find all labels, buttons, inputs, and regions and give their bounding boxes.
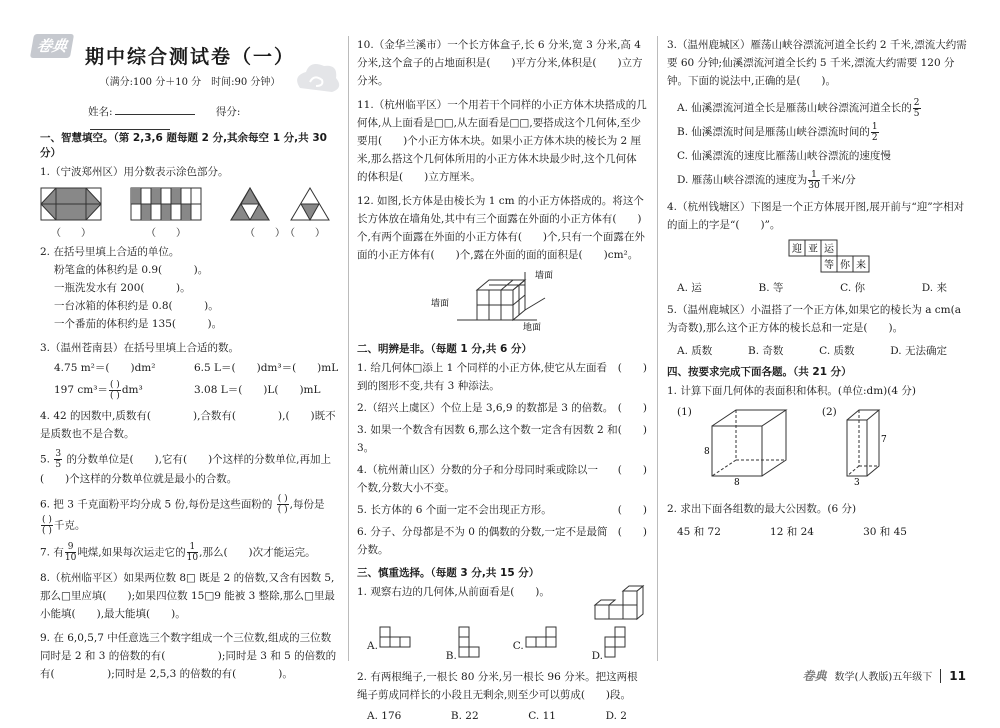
option-a[interactable]: A. 176 — [367, 710, 402, 722]
gcd-item: 12 和 24 — [770, 526, 814, 538]
cuboid-figure: (2) 7 3 — [822, 406, 897, 486]
judge-answer[interactable]: ( ) — [617, 362, 647, 374]
option-b[interactable]: B. — [446, 625, 481, 662]
option-a[interactable]: A. 运 — [677, 282, 702, 294]
option-b[interactable]: B. 等 — [758, 282, 784, 294]
column-right — [667, 36, 967, 539]
q1-answer-c[interactable]: （ ） （ ） — [245, 228, 325, 239]
option-b[interactable]: B. 奇数 — [748, 345, 784, 357]
question-6: 6. 把 3 千克面粉平均分成 5 份,每份是这些面粉的 $\frac{( )}{( )}$ ,每份是 $\frac{( )}{( )}$ 千克。 — [40, 494, 325, 536]
svg-text:3: 3 — [853, 478, 860, 486]
option-a[interactable]: A. — [367, 625, 414, 662]
footer-logo: 卷典 — [802, 669, 827, 683]
gcd-item: 45 和 72 — [677, 526, 721, 538]
question-11: 11.（杭州临平区）一个用若干个同样的小正方体木块搭成的几何体,从上面看是□□,从左面看是□□,要搭成这个几何体,至少要用( )个小正方体木块。如果小正方体木块的棱长为 2 厘米,那么搭这个几何体所用的小正方体木块最少时,这个几何体的体积是( )立方厘米。 — [357, 99, 647, 183]
problem-1-figures — [667, 406, 967, 486]
footer-text: 数学(人教版)五年级下 — [834, 672, 933, 683]
q3-item: 197 cm³＝ $\frac{( )}{( )}$ dm³ — [54, 379, 143, 401]
shaded-rectangle-figure — [40, 187, 102, 221]
judge-item: 2.（绍兴上虞区）个位上是 3,6,9 的数都是 3 的倍数。 ( ) — [357, 399, 647, 417]
option-c[interactable]: C. 你 — [840, 282, 866, 294]
option-c[interactable]: C. 质数 — [819, 345, 855, 357]
choice-5-options — [677, 343, 967, 358]
column-left — [35, 36, 340, 689]
judge-item: 5. 长方体的 6 个面一定不会出现正方形。 ( ) — [357, 501, 647, 519]
judge-item: 6. 分子、分母都是不为 0 的偶数的分数,一定不是最简分数。 ( ) — [357, 523, 647, 559]
name-field[interactable] — [115, 104, 195, 115]
q3-row — [40, 379, 340, 401]
q3-item: 6.5 L＝( )dm³＝( )mL — [194, 362, 339, 374]
svg-text:等: 等 — [824, 260, 834, 271]
cloud-decoration-icon — [290, 58, 340, 104]
judge-answer[interactable]: ( ) — [617, 424, 647, 436]
cube-net — [787, 238, 967, 276]
q1-figures — [40, 187, 340, 239]
gcd-items — [677, 524, 907, 539]
header — [35, 37, 340, 122]
section-2-heading: 二、明辨是非。（每题 1 分,共 6 分） — [357, 343, 532, 355]
question-2-text: 2. 在括号里填上合适的单位。 — [40, 246, 180, 258]
judge-answer[interactable]: ( ) — [617, 402, 647, 414]
wall-label: 墙面 — [431, 299, 450, 309]
page-footer — [802, 667, 966, 684]
svg-text:运: 运 — [824, 244, 834, 255]
svg-text:7: 7 — [880, 435, 887, 445]
question-10: 10.（金华兰溪市）一个长方体盒子,长 6 分米,宽 3 分米,高 4 分米,这个盒子的占地面积是( )平方分米,体积是( )立方分米。 — [357, 39, 643, 87]
score-field[interactable] — [90, 119, 170, 130]
question-9: 9. 在 6,0,5,7 中任意选三个数字组成一个三位数,组成的三位数同时是 2 和 3 的倍数的有( );同时是 3 和 5 的倍数的有( );同时是 2,5,3 的倍数的有( )。 — [40, 632, 337, 680]
section-1-heading: 一、智慧填空。（第 2,3,6 题每题 2 分,其余每空 1 分,共 30 分） — [40, 132, 327, 159]
cuboid-drawing — [837, 406, 897, 486]
option-d[interactable]: D. 无法确定 — [890, 345, 947, 357]
choice-2: 2. 有两根绳子,一根长 80 分米,另一根长 96 分米。把这两根绳子剪成同样长的小段且无剩余,则至少可以剪成( )段。 — [357, 671, 638, 701]
wall-label: 墙面 — [535, 271, 554, 281]
q2-line: 一瓶洗发水有 200( )。 — [54, 282, 191, 294]
shaded-triangles-figure — [230, 187, 340, 221]
cube-drawing — [692, 406, 802, 486]
choice-1-text: 1. 观察右边的几何体,从前面看是( )。 — [357, 586, 550, 598]
choice-3-option-b[interactable]: B. 仙溪漂流时间是雁荡山峡谷漂流时间的 $\frac{1}{2}$ — [677, 121, 878, 143]
geometry-solid-figure — [591, 583, 647, 623]
question-3-text: 3.（温州苍南县）在括号里填上合适的数。 — [40, 342, 240, 354]
problem-1: 1. 计算下面几何体的表面积和体积。(单位:dm)(4 分) — [667, 385, 916, 397]
choice-1-options — [367, 625, 647, 662]
choice-1 — [357, 583, 647, 623]
fraction: $\frac{9}{10}$ — [64, 542, 77, 563]
page-subtitle: （满分:100 分＋10 分 时间:90 分钟） — [99, 77, 281, 88]
question-12: 12. 如图,长方体是由棱长为 1 cm 的小正方体搭成的。将这个长方体放在墙角处,其中有三个面露在外面的小正方体有( )个,有两个面露在外面的小正方体有( )个,只有一个面露在外面的小正方体有( )个,露在外面的面的面积是( )cm²。 — [357, 195, 645, 261]
name-score-row — [40, 104, 340, 133]
name-label: 姓名: — [88, 106, 113, 118]
svg-text:你: 你 — [840, 260, 850, 271]
choice-4: 4.（杭州钱塘区）下图是一个正方体展开图,展开前与“迎”字相对的面上的字是“( )”。 — [667, 201, 965, 231]
choice-3-option-d[interactable]: D. 雁荡山峡谷漂流的速度为 $\frac{1}{30}$ 千米/分 — [677, 169, 856, 191]
judge-item: 3. 如果一个数含有因数 6,那么这个数一定含有因数 2 和 3。 ( ) — [357, 421, 647, 457]
q1-answer-b[interactable]: （ ） — [146, 228, 186, 239]
judge-answer[interactable]: ( ) — [617, 464, 647, 476]
option-d[interactable]: D. — [592, 625, 627, 662]
option-d[interactable]: D. 2 — [605, 710, 627, 722]
cuboid-corner-figure — [427, 268, 577, 332]
q2-line: 一台冰箱的体积约是 0.8( )。 — [54, 300, 219, 312]
cube-figure: (1) 8 8 — [677, 406, 802, 486]
q2-line: 粉笔盒的体积约是 0.9( )。 — [54, 264, 209, 276]
gcd-item: 30 和 45 — [863, 526, 907, 538]
svg-text:8: 8 — [703, 447, 710, 457]
judge-item: 1. 给几何体□添上 1 个同样的小正方体,使它从左面看到的图形不变,共有 3 种添法。 ( ) — [357, 359, 647, 395]
fraction: $\frac{3}{5}$ — [55, 449, 62, 470]
q2-line: 一个番茄的体积约是 135( )。 — [54, 318, 223, 330]
q1-answer-a[interactable]: （ ） — [51, 228, 91, 239]
question-4: 4. 42 的因数中,质数有( ),合数有( ),( )既不是质数也不是合数。 — [40, 410, 336, 440]
fraction: $\frac{( )}{( )}$ — [277, 494, 288, 515]
option-b[interactable]: B. 22 — [450, 710, 479, 722]
judge-answer[interactable]: ( ) — [617, 526, 647, 538]
judge-item: 4.（杭州萧山区）分数的分子和分母同时乘或除以一个数,分数大小不变。 ( ) — [357, 461, 647, 497]
fraction: $\frac{( )}{( )}$ — [42, 515, 52, 536]
figure-triangles — [230, 187, 340, 239]
brand-logo: 卷典 — [30, 34, 74, 58]
choice-4-options — [677, 280, 967, 295]
column-divider — [657, 36, 658, 661]
judge-answer[interactable]: ( ) — [617, 504, 647, 516]
section-4-heading: 四、按要求完成下面各题。（共 21 分） — [667, 366, 852, 378]
choice-3: 3.（温州鹿城区）雁荡山峡谷漂流河道全长约 2 千米,漂流大约需要 60 分钟;仙溪漂流河道全长约 5 千米,漂流大约需要 120 分钟。下面的说法中,正确的是( )。 — [667, 39, 967, 87]
q3-item: 4.75 m²＝( )dm² — [54, 362, 156, 374]
choice-3-option-a[interactable]: A. 仙溪漂流河道全长是雁荡山峡谷漂流河道全长的 $\frac{2}{5}$ — [677, 97, 920, 119]
fraction: $\frac{1}{10}$ — [186, 542, 199, 563]
score-label: 得分: — [215, 106, 241, 118]
choice-5: 5.（温州鹿城区）小温搭了一个正方体,如果它的棱长为 a cm(a 为奇数),那么这个正方体的棱长总和一定是( )。 — [667, 304, 961, 334]
svg-text:来: 来 — [856, 260, 866, 271]
column-middle — [357, 36, 647, 728]
figure-grid — [130, 187, 202, 239]
shaded-grid-figure — [130, 187, 202, 221]
svg-text:迎: 迎 — [792, 244, 802, 255]
svg-text:亚: 亚 — [808, 244, 818, 255]
question-1: 1.（宁波郑州区）用分数表示涂色部分。 — [40, 166, 229, 178]
question-5: 5. $\frac{3}{5}$ 的分数单位是( ),它有( )个这样的分数单位,再加上( )个这样的分数单位就是最小的合数。 — [40, 449, 332, 485]
page-title: 期中综合测试卷（一） — [84, 46, 295, 68]
question-7: 7. 有 $\frac{9}{10}$ 吨煤,如果每次运走它的 $\frac{1}{10}$ ,那么( )次才能运完。 — [40, 542, 316, 563]
section-3-heading: 三、慎重选择。（每题 3 分,共 15 分） — [357, 567, 540, 579]
option-d[interactable]: D. 来 — [921, 282, 947, 294]
figure-rectangle — [40, 187, 102, 239]
choice-3-option-c[interactable]: C. 仙溪漂流的速度比雁荡山峡谷漂流的速度慢 — [677, 150, 891, 162]
page-number: 11 — [940, 669, 966, 683]
floor-label: 地面 — [523, 323, 542, 332]
svg-text:8: 8 — [733, 478, 740, 486]
choice-2-options — [367, 710, 647, 722]
option-c[interactable]: C. — [513, 625, 560, 662]
problem-2: 2. 求出下面各组数的最大公因数。(6 分) — [667, 503, 857, 515]
q3-item: 3.08 L＝( )L( )mL — [194, 384, 321, 396]
cube-net-figure — [787, 238, 877, 276]
option-c[interactable]: C. 11 — [528, 710, 556, 722]
question-2 — [40, 243, 340, 333]
q3-row — [40, 357, 340, 379]
q12-figure — [357, 268, 647, 335]
question-3 — [40, 339, 340, 401]
question-8: 8.（杭州临平区）如果两位数 8□ 既是 2 的倍数,又含有因数 5,那么□里应填( );如果四位数 15□9 能被 3 整除,那么□里最小能填( ),最大能填( )。 — [40, 572, 335, 620]
column-divider — [348, 36, 349, 661]
option-a[interactable]: A. 质数 — [677, 345, 713, 357]
